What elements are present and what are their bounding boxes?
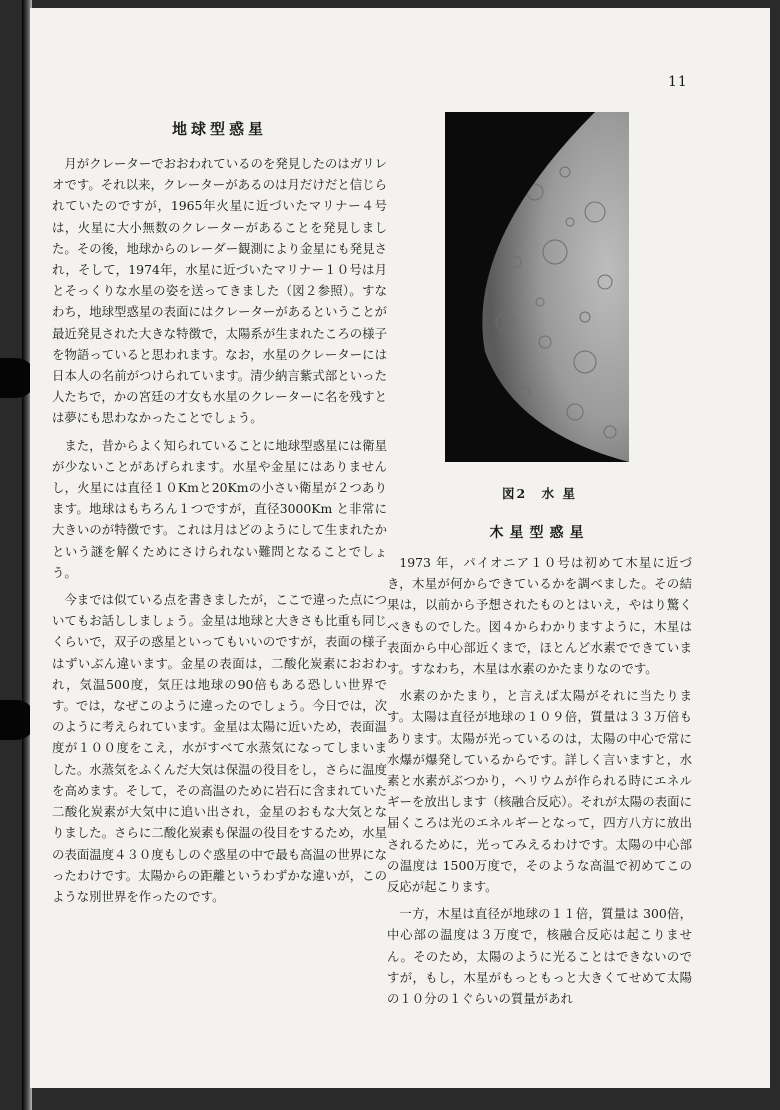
right-column xyxy=(387,112,692,1015)
paragraph: 1973 年，パイオニア１０号は初めて木星に近づき，木星が何からできているかを調べました。その結果は，以前から予想されたものとはいえ，やはり驚くべきものでした。図４からわかりますように，木星は表面から中心部近くまで，ほとんど水素でできています。すなわち，木星は水素のかたまりなのです。 xyxy=(387,555,692,677)
paragraph: また，昔からよく知られていることに地球型惑星には衛星が少ないことがあげられます。水星や金星にはありませんし，火星には直径１０Kmと20Kmの小さい衛星が２つあります。地球はもちろん１つですが，直径3000Km と非常に大きいのが特徴です。これは月はどのようにして生まれたかという謎を解くためにさけられない難問となることでしょう。 xyxy=(52,437,387,580)
mercury-photo xyxy=(445,112,629,462)
figure-caption: 図2 水 星 xyxy=(501,486,578,501)
paragraph: 月がクレーターでおおわれているのを発見したのはガリレオです。それ以来，クレーターがあるのは月だけだと信じられていたのですが，1965年火星に近づいたマリナー４号は，火星に大小無数のクレーターがあることを発見しました。その後，地球からのレーダー観測により金星にも発見され，そして，1974年，水星に近づいたマリナー１０号は月とそっくりな水星の姿を送ってきました（図２参照）。すなわち，地球型惑星の表面にはクレーターがあるということが最近発見された大きな特徴で，太陽系が生まれたころの様子を物語っていると思われます。なお，水星のクレーターには日本人の名前がつけられています。清少納言紫式部といった人たちで，かの宮廷の才女も水星のクレーターに名を残すとは夢にも思わなかったことでしょう。 xyxy=(52,156,387,426)
section-heading-terrestrial: 地球型惑星 xyxy=(171,120,267,138)
paragraph: 今までは似ている点を書きましたが，ここで違った点についてもお話ししましょう。金星は地球と大きさも比重も同じくらいで，双子の惑星といってもいいのですが，表面の様子はずいぶん違います。金星の表面は，二酸化炭素におおわれ，気温500度，気圧は地球の90倍もある恐しい世界です。では，なぜこのように違ったのでしょう。今日では，次のように考えられています。金星は太陽に近いため，表面温度が１００度をこえ，水がすべて水蒸気になってしまいました。水蒸気をふくんだ大気は保温の役目をし，さらに温度を高めます。そして，その高温のために岩石に含まれていた二酸化炭素が大気中に追い出され，金星のおもな大気となりました。さらに二酸化炭素も保温の役目をするため，水星の表面温度４３０度もしのぐ惑星の中で最も高温の世界になったわけです。太陽からの距離というわずかな違いが，このような別世界を作ったのです。 xyxy=(52,592,387,904)
page-number: 11 xyxy=(668,74,688,90)
paragraph: 水素のかたまり，と言えば太陽がそれに当たります。太陽は直径が地球の１０９倍，質量は３３万倍もあります。太陽が光っているのは，太陽の中心で常に水爆が爆発しているからです。詳しく言いますと，水素と水素がぶつかり，ヘリウムが作られる時にエネルギーを放出します（核融合反応）。それが太陽の表面に届くころは光のエネルギーとなって，四方八方に放出されるために，光ってみえるわけです。太陽の中心部の温度は 1500万度で，そのような高温で初めてこの反応が起こります。 xyxy=(387,688,692,895)
left-column xyxy=(52,118,387,913)
section-heading-jovian: 木星型惑星 xyxy=(489,525,590,541)
paragraph: 一方，木星は直径が地球の１１倍，質量は 300倍，中心部の温度は３万度で，核融合反応は起こりません。そのため，太陽のように光ることはできないのですが，もし，木星がもっともっと大きくてせめて太陽の１０分の１ぐらいの質量があれ xyxy=(387,906,692,1007)
mercury-crescent-image xyxy=(445,112,629,462)
